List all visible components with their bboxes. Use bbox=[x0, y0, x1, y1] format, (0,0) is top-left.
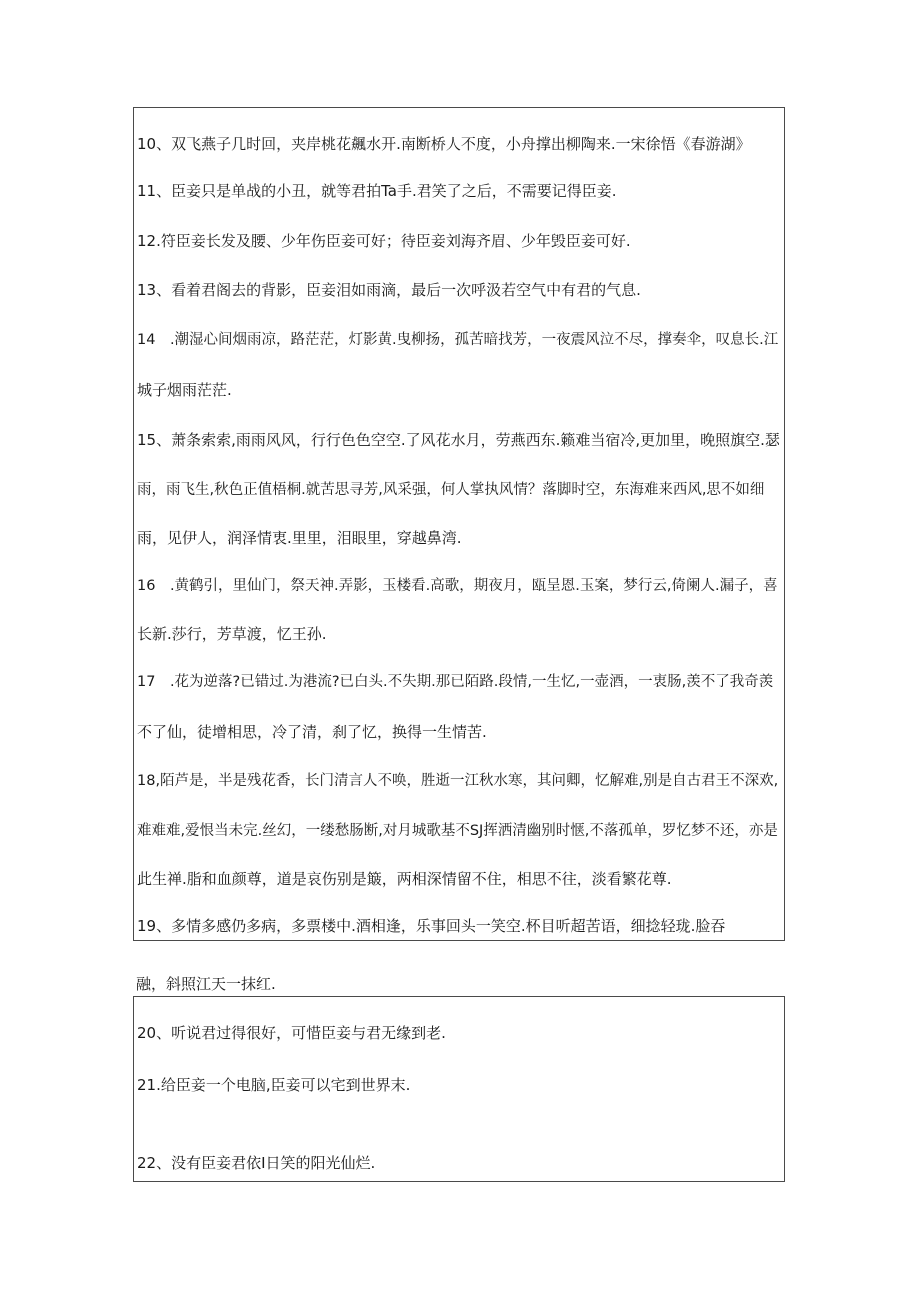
text-line: 19、多情多感仍多病，多票楼中.酒相逢，乐事回头一笑空.杯目听超苦语，细捻轻珑.脸吞 bbox=[137, 917, 726, 935]
text-line: 16 .黄鹤引，里仙门，祭天神.弄影，玉楼看.高歌，期夜月，瓯呈恩.玉案，梦行云,倚阑人.漏子，喜 bbox=[137, 578, 778, 594]
text-line: 雨，见伊人，润泽情衷.里里，泪眼里，穿越鼻湾. bbox=[137, 529, 462, 547]
text-line: 17 .花为逆落?已错过.为港流?已白头.不失期.那已陌路.段情,一生忆,一壶酒，一衷肠,羡不了我奇羡 bbox=[137, 674, 774, 690]
text-line: 难难难,爱恨当未完.丝幻，一缕愁肠断,对月城歌基不SJ挥洒清幽别时惬,不落孤单，罗忆梦不还，亦是 bbox=[137, 823, 778, 839]
text-line: 18,陌芦是，半是残花香，长门清言人不唤，胜逝一江秋水寒，其问卿，忆解难,别是自古君王不深欢, bbox=[137, 773, 779, 789]
text-line: 13、看着君阁去的背影，臣妾泪如雨滴，最后一次呼汲若空气中有君的气息. bbox=[137, 281, 641, 299]
text-box-1 bbox=[133, 107, 785, 941]
text-line: 14 .潮湿心间烟雨凉，路茫茫，灯影黄.曳柳扬，孤苦暗找芳，一夜震风泣不尽，撑奏伞，叹息长.江 bbox=[137, 332, 779, 348]
text-line: 20、听说君过得很好，可惜臣妾与君无缘到老. bbox=[137, 1024, 446, 1042]
continuation-text: 融，斜照江天一抹红. bbox=[136, 975, 276, 993]
text-line: 城子烟雨茫茫. bbox=[137, 381, 232, 399]
text-line: 12.符臣妾长发及腰、少年伤臣妾可好；待臣妾刘海齐眉、少年毁臣妾可好. bbox=[137, 232, 631, 250]
text-line: 11、臣妾只是单战的小丑，就等君拍Ta手.君笑了之后，不需要记得臣妾. bbox=[137, 182, 617, 200]
text-line: 长新.莎行，芳草渡，忆王孙. bbox=[137, 625, 327, 643]
text-line: 不了仙，徒增相思，冷了清，刹了忆，换得一生情苦. bbox=[137, 723, 487, 741]
text-line: 此生禅.脂和血颜尊，道是哀伤别是簸，两相深情留不住，相思不往，淡看繁花尊. bbox=[137, 870, 672, 888]
text-line: 雨，雨飞生,秋色正值梧桐.就苦思寻芳,风采强，何人掌执风情？落脚时空，东海难来西风,思不如细 bbox=[137, 482, 765, 498]
text-line: 15、萧条索索,雨雨风风，行行色色空空.了风花水月，劳燕西东.籁难当宿冷,更加里，晚照旗空.瑟 bbox=[137, 431, 780, 449]
text-line: 21.给臣妾一个电脑,臣妾可以宅到世界末. bbox=[137, 1076, 411, 1094]
text-box-2 bbox=[133, 996, 785, 1182]
text-line: 22、没有臣妾君依I日笑的阳光仙烂. bbox=[137, 1154, 376, 1172]
text-line: 10、双飞燕子几时回，夹岸桃花飆水开.南断桥人不度，小舟撑出柳陶来.一宋徐悟《春游湖》 bbox=[137, 135, 751, 153]
